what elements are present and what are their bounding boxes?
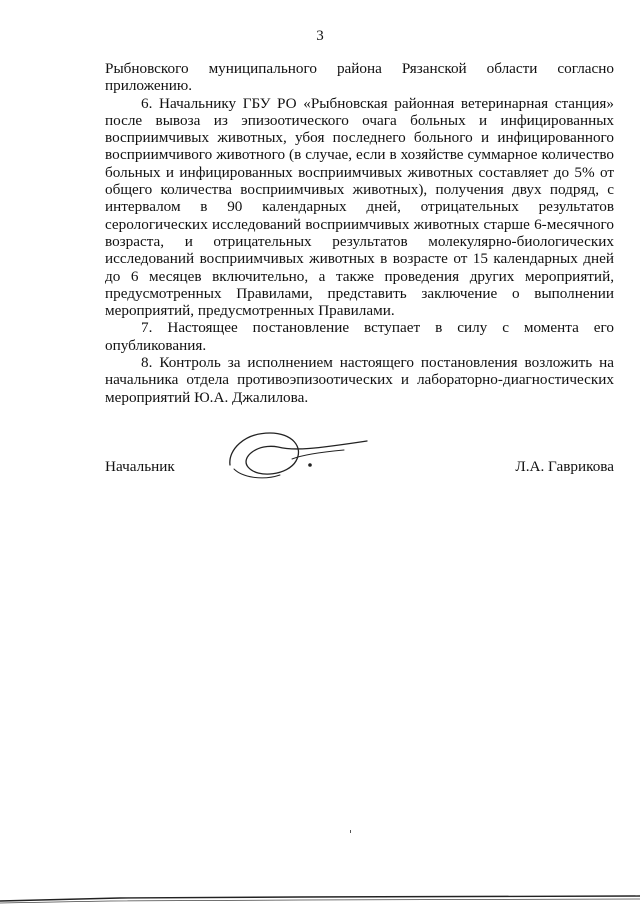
scan-bottom-edge <box>0 891 640 905</box>
signature-row <box>105 458 614 478</box>
paragraph-item-7: 7. Настоящее постановление вступает в силу с момента его опубликования. <box>105 319 614 354</box>
page-number: 3 <box>316 28 324 44</box>
signatory-title: Начальник <box>105 458 175 475</box>
document-body <box>105 60 614 406</box>
scan-artifact-dot <box>350 830 351 833</box>
signatory-name: Л.А. Гаврикова <box>515 458 614 475</box>
paragraph-item-6: 6. Начальнику ГБУ РО «Рыбновская районная ветеринарная станция» после вывоза из эпизоотического очага больных и инфицированных восприимчивых животных, убоя последнего больного и инфицированного восприимчивого животного (в случае, если в хозяйстве суммарное количество больных и инфицированных восприимчивых животных составляет до 5% от общего количества восприимчивых животных), получения двух подряд, с интервалом в 90 календарных дней, отрицательных результатов серологических исследований восприимчивых животных старше 6-месячного возраста, и отрицательных результатов молекулярно-биологических исследований восприимчивых животных в возрасте от 15 календарных дней до 6 месяцев включительно, а также проведения других мероприятий, предусмотренных Правилами, представить заключение о выполнении мероприятий, предусмотренных Правилами. <box>105 94 614 320</box>
paragraph-item-8: 8. Контроль за исполнением настоящего постановления возложить на начальника отдела противоэпизоотических и лабораторно-диагностических мероприятий Ю.А. Джалилова. <box>105 354 614 406</box>
paragraph-continuation: Рыбновского муниципального района Рязанской области согласно приложению. <box>105 60 614 95</box>
